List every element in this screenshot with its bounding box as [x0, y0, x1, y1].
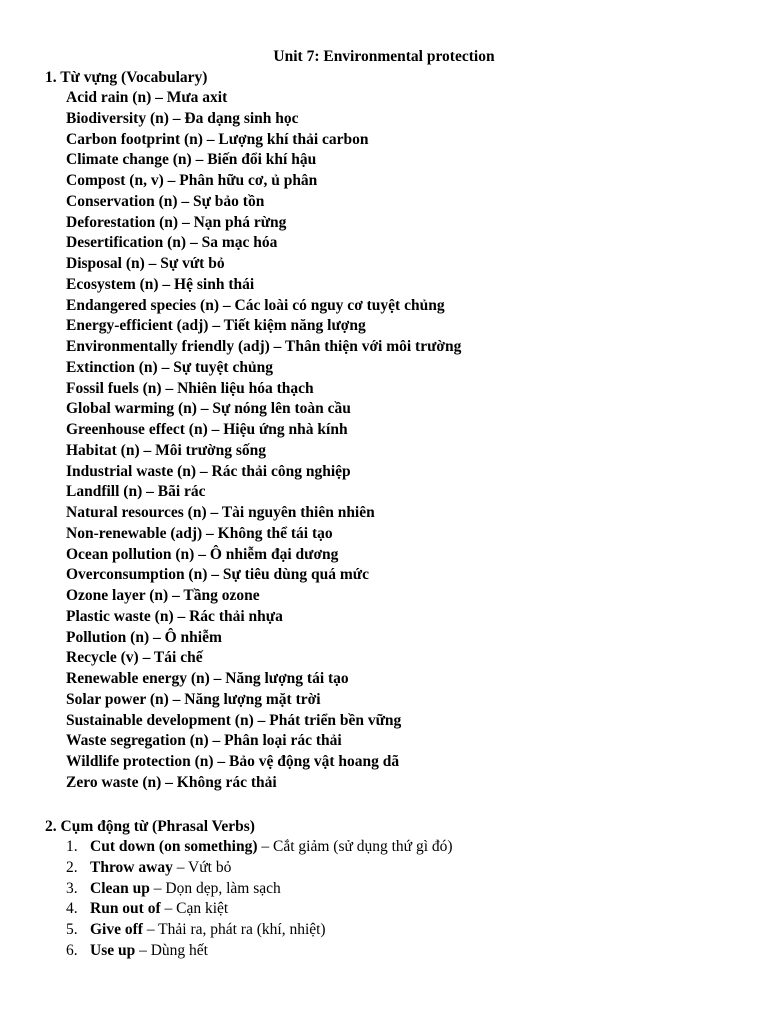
- phrasal-verb-item: [66, 879, 453, 900]
- phrasal-verb-meaning: – Cạn kiệt: [160, 900, 229, 918]
- vocab-item: Biodiversity (n) – Đa dạng sinh học: [66, 109, 299, 127]
- vocab-item: Ecosystem (n) – Hệ sinh thái: [66, 275, 255, 293]
- phrasal-verb-meaning: – Cắt giảm (sử dụng thứ gì đó): [257, 838, 453, 855]
- vocab-item: Extinction (n) – Sự tuyệt chủng: [66, 358, 273, 376]
- phrasal-verb-term: Give off: [90, 921, 143, 939]
- vocabulary-heading: 1. Từ vựng (Vocabulary): [45, 69, 208, 86]
- item-number: 1.: [66, 838, 78, 855]
- vocab-item: Endangered species (n) – Các loài có nguy cơ tuyệt chủng: [66, 296, 445, 314]
- vocab-item: Non-renewable (adj) – Không thể tái tạo: [66, 524, 333, 542]
- vocab-item: Industrial waste (n) – Rác thải công nghiệp: [66, 462, 351, 480]
- vocab-item: Zero waste (n) – Không rác thải: [66, 773, 277, 791]
- vocab-item: Environmentally friendly (adj) – Thân thiện với môi trường: [66, 338, 462, 355]
- vocab-item: Landfill (n) – Bãi rác: [66, 483, 206, 501]
- phrasal-verb-meaning: – Dùng hết: [135, 941, 208, 959]
- vocab-item: Pollution (n) – Ô nhiễm: [66, 628, 222, 646]
- vocab-item: Climate change (n) – Biến đổi khí hậu: [66, 151, 317, 169]
- vocab-item: Energy-efficient (adj) – Tiết kiệm năng lượng: [66, 317, 366, 335]
- phrasal-verb-item: [66, 941, 453, 962]
- phrasal-verb-item: [66, 858, 453, 879]
- vocab-item: Solar power (n) – Năng lượng mặt trời: [66, 690, 321, 708]
- vocab-item: Ozone layer (n) – Tầng ozone: [66, 587, 260, 604]
- phrasal-verb-meaning: – Vứt bỏ: [172, 858, 232, 876]
- vocab-item: Fossil fuels (n) – Nhiên liệu hóa thạch: [66, 379, 314, 397]
- phrasal-verb-item: [66, 920, 453, 941]
- phrasal-verb-term: Use up: [90, 941, 136, 959]
- vocab-item: Renewable energy (n) – Năng lượng tái tạo: [66, 670, 349, 687]
- item-number: 3.: [66, 879, 78, 897]
- vocab-item: Recycle (v) – Tái chế: [66, 649, 203, 667]
- vocab-item: Wildlife protection (n) – Bảo vệ động vật hoang dã: [66, 753, 400, 770]
- vocab-item: Habitat (n) – Môi trường sống: [66, 441, 267, 459]
- phrasal-verb-meaning: – Dọn dẹp, làm sạch: [149, 879, 281, 897]
- item-number: 4.: [66, 900, 78, 918]
- phrasal-verb-item: [66, 837, 453, 858]
- phrasal-verb-item: [66, 899, 453, 920]
- phrasal-verbs-list: [66, 837, 453, 962]
- vocab-item: Desertification (n) – Sa mạc hóa: [66, 234, 278, 252]
- page-title: Unit 7: Environmental protection: [273, 48, 495, 65]
- phrasal-verb-term: Cut down (on something): [90, 838, 258, 855]
- vocabulary-list: [66, 88, 461, 794]
- phrasal-verb-meaning: – Thải ra, phát ra (khí, nhiệt): [142, 921, 326, 939]
- vocab-item: Disposal (n) – Sự vứt bỏ: [66, 255, 225, 272]
- phrasal-verb-term: Run out of: [90, 900, 161, 918]
- vocab-item: Plastic waste (n) – Rác thải nhựa: [66, 607, 283, 625]
- vocab-item: Conservation (n) – Sự bảo tồn: [66, 192, 265, 210]
- vocab-item: Natural resources (n) – Tài nguyên thiên nhiên: [66, 504, 375, 521]
- vocab-item: Waste segregation (n) – Phân loại rác thải: [66, 732, 342, 750]
- phrasal-verb-term: Clean up: [90, 879, 150, 897]
- item-number: 2.: [66, 858, 78, 876]
- vocab-item: Global warming (n) – Sự nóng lên toàn cầu: [66, 400, 351, 418]
- vocab-item: Ocean pollution (n) – Ô nhiễm đại dương: [66, 545, 339, 563]
- vocab-item: Greenhouse effect (n) – Hiệu ứng nhà kính: [66, 421, 348, 438]
- vocab-item: Deforestation (n) – Nạn phá rừng: [66, 213, 287, 231]
- item-number: 5.: [66, 921, 78, 939]
- vocab-item: Sustainable development (n) – Phát triển bền vững: [66, 711, 402, 729]
- item-number: 6.: [66, 941, 78, 959]
- phrasal-verbs-heading: 2. Cụm động từ (Phrasal Verbs): [45, 818, 255, 835]
- vocab-item: Compost (n, v) – Phân hữu cơ, ủ phân: [66, 172, 318, 189]
- vocab-item: Overconsumption (n) – Sự tiêu dùng quá mức: [66, 566, 369, 584]
- phrasal-verb-term: Throw away: [90, 858, 173, 876]
- vocab-item: Carbon footprint (n) – Lượng khí thải carbon: [66, 130, 369, 148]
- vocab-item: Acid rain (n) – Mưa axit: [66, 89, 228, 106]
